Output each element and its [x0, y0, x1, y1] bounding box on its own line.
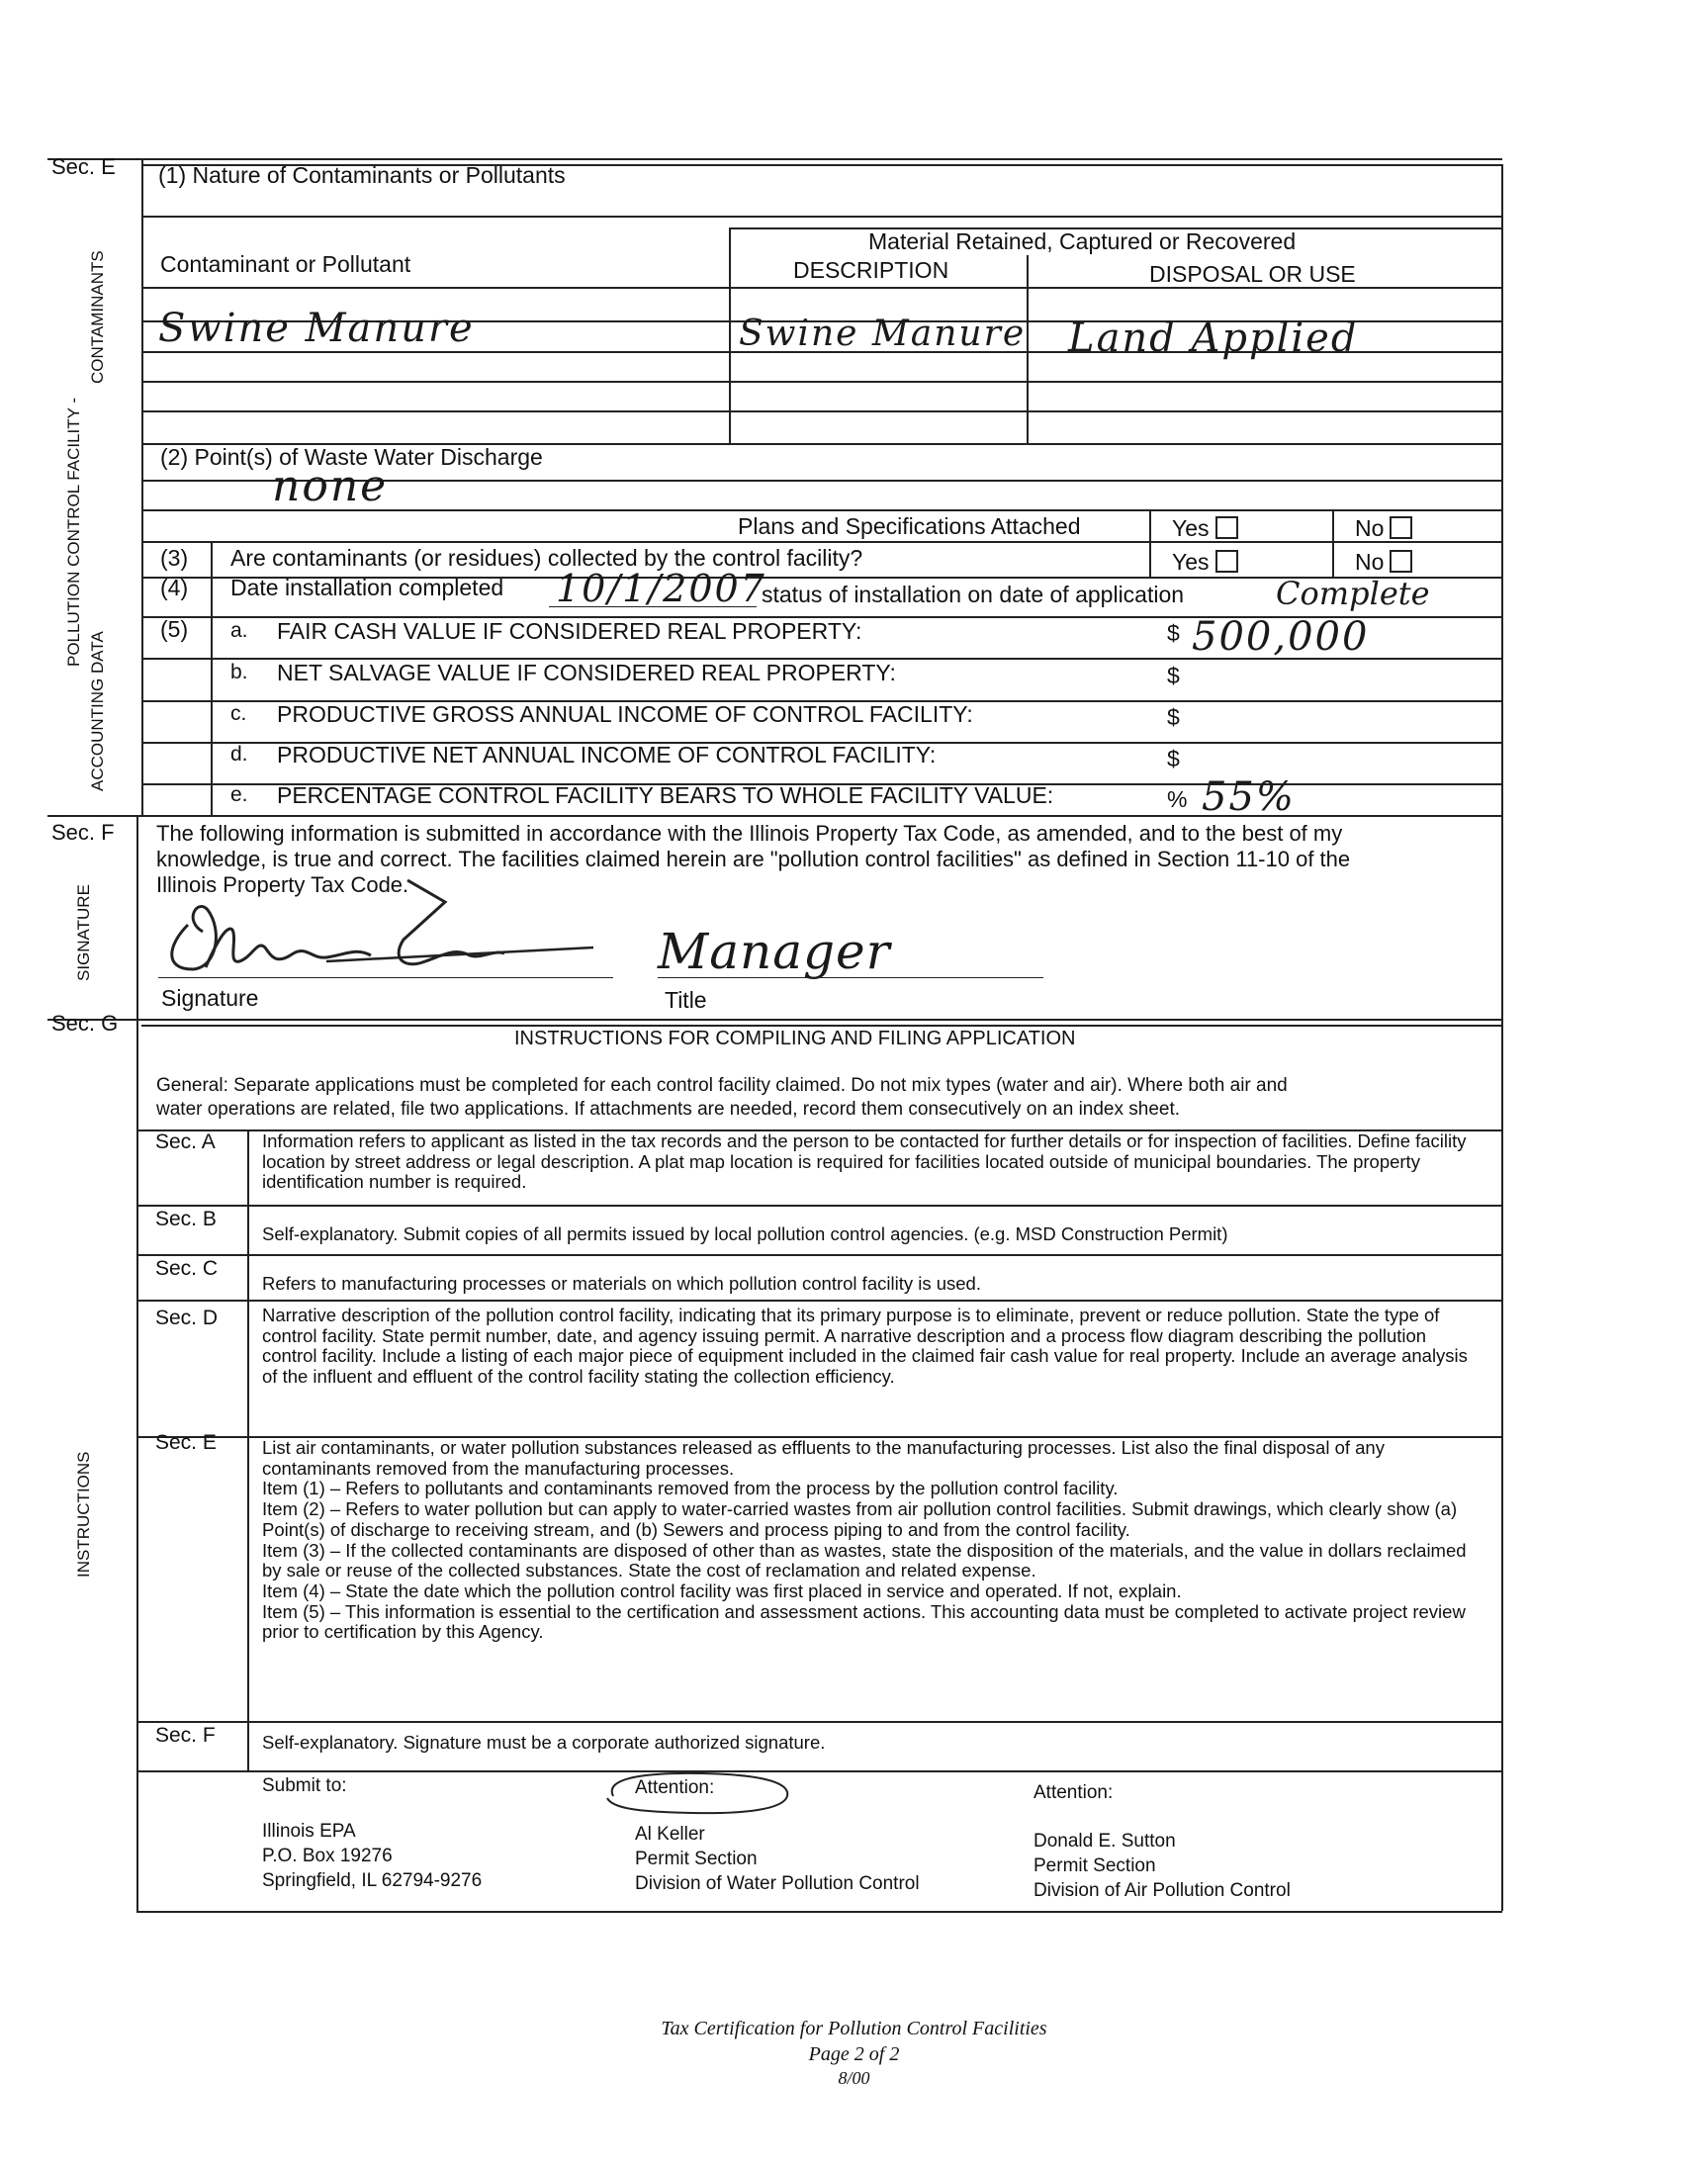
instruction-text: Information refers to applicant as listed in the tax records and the person to be contacted for further details or for inspection of facilities. Define facility location by street address or legal description. A plat map location is required for facilities located outside of municipal boundaries. The property identification number is required. — [262, 1130, 1467, 1193]
accounting-letter: b. — [230, 661, 248, 683]
item3-number: (3) — [160, 545, 189, 571]
sec-g-label: Sec. G — [51, 1011, 119, 1036]
certification-line-2: knowledge, is true and correct. The facilities claimed herein are "pollution control facilities" as defined in Section 11-10 of the — [156, 847, 1351, 871]
accounting-symbol: $ — [1167, 746, 1180, 771]
collected-no-label: No — [1355, 549, 1385, 575]
accounting-symbol: $ — [1167, 620, 1180, 646]
instruction-sec-label: Sec. E — [155, 1431, 217, 1454]
percentage-value[interactable]: 55% — [1202, 774, 1296, 820]
description-value[interactable]: Swine Manure — [739, 314, 1027, 354]
attention-air-label: Attention: — [1034, 1782, 1114, 1803]
attention-water-line: Division of Water Pollution Control — [635, 1873, 920, 1894]
attention-air-line: Permit Section — [1034, 1855, 1156, 1876]
accounting-label: PRODUCTIVE GROSS ANNUAL INCOME OF CONTROL FACILITY: — [277, 701, 973, 727]
collected-yes-checkbox[interactable] — [1215, 550, 1238, 573]
install-date-underline — [549, 606, 757, 607]
plans-yes-checkbox[interactable] — [1215, 516, 1238, 539]
item1-title: (1) Nature of Contaminants or Pollutants — [158, 162, 566, 188]
collected-yes[interactable] — [1172, 550, 1238, 574]
accounting-label: NET SALVAGE VALUE IF CONSIDERED REAL PROPERTY: — [277, 660, 896, 685]
footer-title: Tax Certification for Pollution Control Facilities — [661, 2018, 1047, 2039]
instruction-text: Refers to manufacturing processes or materials on which pollution control facility is used. — [262, 1273, 981, 1294]
accounting-symbol: $ — [1167, 663, 1180, 688]
title-line — [658, 977, 1043, 978]
signature-line — [158, 977, 613, 978]
footer-page: Page 2 of 2 — [808, 2043, 900, 2065]
instruction-sec-label: Sec. C — [155, 1257, 219, 1280]
instruction-text: List air contaminants, or water pollution substances released as effluents to the manufacturing processes. List also the final disposal of any contaminants removed from the manufacturing processes. Item (1) – Refers to pollutants and contaminants removed from the process by the pollution control facility. Item (2) – Refers to water pollution but can apply to water-carried wastes from air pollution control facilities. Submit drawings, which clearly show (a) Point(s) of discharge to receiving stream, and (b) Sewers and process piping to and from the control facility. Item (3) – If the collected contaminants are disposed of other than as wastes, state the disposition of the materials, and the value in dollars reclaimed by sale or reuse of the collected substances. State the cost of reclamation and related expense. Item (4) – State the date which the pollution control facility was first placed in service and operated. If not, explain. Item (5) – This information is essential to the certification and assessment actions. This accounting data must be completed to activate project review prior to certification by this Agency. — [262, 1437, 1467, 1643]
install-date-value[interactable]: 10/1/2007 — [556, 567, 766, 610]
signature-image[interactable] — [148, 870, 623, 999]
instruction-sec-label: Sec. F — [155, 1724, 216, 1747]
accounting-label: FAIR CASH VALUE IF CONSIDERED REAL PROPERTY: — [277, 618, 862, 644]
submit-address-line: Illinois EPA — [262, 1821, 356, 1842]
certification-line-3: Illinois Property Tax Code. — [156, 872, 409, 897]
instruction-text: Self-explanatory. Submit copies of all permits issued by local pollution control agencies. (e.g. MSD Construction Permit) — [262, 1223, 1228, 1244]
instruction-sec-label: Sec. D — [155, 1307, 219, 1329]
instruction-text: Self-explanatory. Signature must be a corporate authorized signature. — [262, 1732, 826, 1753]
submit-label: Submit to: — [262, 1775, 347, 1796]
col-header-description: DESCRIPTION — [793, 257, 949, 283]
general-line-1: General: Separate applications must be completed for each control facility claimed. Do not mix types (water and air). Where both air and — [156, 1075, 1288, 1096]
instruction-sec-label: Sec. B — [155, 1208, 217, 1230]
collected-no-checkbox[interactable] — [1390, 550, 1412, 573]
plans-yes[interactable] — [1172, 516, 1238, 540]
item5-number: (5) — [160, 616, 189, 642]
plans-yes-label: Yes — [1172, 515, 1210, 541]
collected-no[interactable] — [1355, 550, 1412, 574]
certification-line-1: The following information is submitted in accordance with the Illinois Property Tax Code, as amended, and to the best of my — [156, 821, 1343, 846]
instruction-sec-label: Sec. A — [155, 1130, 216, 1153]
item4-number: (4) — [160, 575, 189, 600]
attention-water-line: Al Keller — [635, 1824, 705, 1845]
side-label-accounting: ACCOUNTING DATA — [88, 631, 107, 791]
item4-status-label: status of installation on date of application — [762, 582, 1185, 607]
submit-address-line: Springfield, IL 62794-9276 — [262, 1870, 483, 1891]
sec-f-label: Sec. F — [51, 820, 115, 845]
general-line-2: water operations are related, file two applications. If attachments are needed, record them consecutively on an index sheet. — [156, 1099, 1181, 1120]
side-label-contaminants-2: CONTAMINANTS — [88, 250, 107, 384]
accounting-symbol: % — [1167, 786, 1188, 812]
accounting-letter: d. — [230, 743, 248, 766]
accounting-letter: a. — [230, 619, 248, 642]
item2-title: (2) Point(s) of Waste Water Discharge — [160, 444, 543, 470]
material-header: Material Retained, Captured or Recovered — [868, 228, 1297, 254]
accounting-letter: c. — [230, 702, 247, 725]
title-label: Title — [665, 987, 707, 1013]
attention-water-line: Permit Section — [635, 1849, 758, 1869]
footer-revision: 8/00 — [838, 2068, 870, 2088]
install-status-value[interactable]: Complete — [1276, 575, 1430, 612]
sec-e-label: Sec. E — [51, 154, 116, 179]
accounting-label: PERCENTAGE CONTROL FACILITY BEARS TO WHOLE FACILITY VALUE: — [277, 782, 1054, 808]
col-header-disposal: DISPOSAL OR USE — [1149, 261, 1356, 287]
collected-yes-label: Yes — [1172, 549, 1210, 575]
attention-air-line: Division of Air Pollution Control — [1034, 1880, 1291, 1901]
plans-no[interactable] — [1355, 516, 1412, 540]
plans-no-label: No — [1355, 515, 1385, 541]
item4-label: Date installation completed — [230, 575, 504, 600]
plans-no-checkbox[interactable] — [1390, 516, 1412, 539]
accounting-letter: e. — [230, 783, 248, 806]
fair-cash-value[interactable]: 500,000 — [1192, 614, 1370, 660]
attention-water-label: Attention: — [635, 1777, 715, 1798]
side-label-instructions: INSTRUCTIONS — [74, 1451, 93, 1578]
side-label-contaminants-1: POLLUTION CONTROL FACILITY - — [64, 397, 83, 667]
attention-air-line: Donald E. Sutton — [1034, 1831, 1176, 1852]
instruction-text: Narrative description of the pollution control facility, indicating that its primary purpose is to eliminate, prevent or reduce pollution. State the type of control facility. State permit number, date, and agency issuing permit. A narrative description and a process flow diagram describing the pollution control facility. Include a listing of each major piece of equipment included in the claimed fair cash value for real property. Include an average analysis of the influent and effluent of the control facility stating the collection efficiency. — [262, 1305, 1468, 1388]
plans-label: Plans and Specifications Attached — [738, 513, 1081, 539]
disposal-value[interactable]: Land Applied — [1068, 316, 1359, 361]
accounting-symbol: $ — [1167, 704, 1180, 730]
signature-label: Signature — [161, 985, 259, 1011]
instructions-heading: INSTRUCTIONS FOR COMPILING AND FILING APPLICATION — [514, 1028, 1076, 1049]
col-header-contaminant: Contaminant or Pollutant — [160, 251, 411, 277]
side-label-signature: SIGNATURE — [74, 884, 93, 981]
discharge-value[interactable]: none — [272, 461, 389, 511]
submit-address-line: P.O. Box 19276 — [262, 1846, 393, 1866]
accounting-label: PRODUCTIVE NET ANNUAL INCOME OF CONTROL FACILITY: — [277, 742, 937, 768]
contaminant-value[interactable]: Swine Manure — [158, 306, 475, 351]
title-value[interactable]: Manager — [658, 923, 891, 980]
item3-question: Are contaminants (or residues) collected by the control facility? — [230, 545, 863, 571]
